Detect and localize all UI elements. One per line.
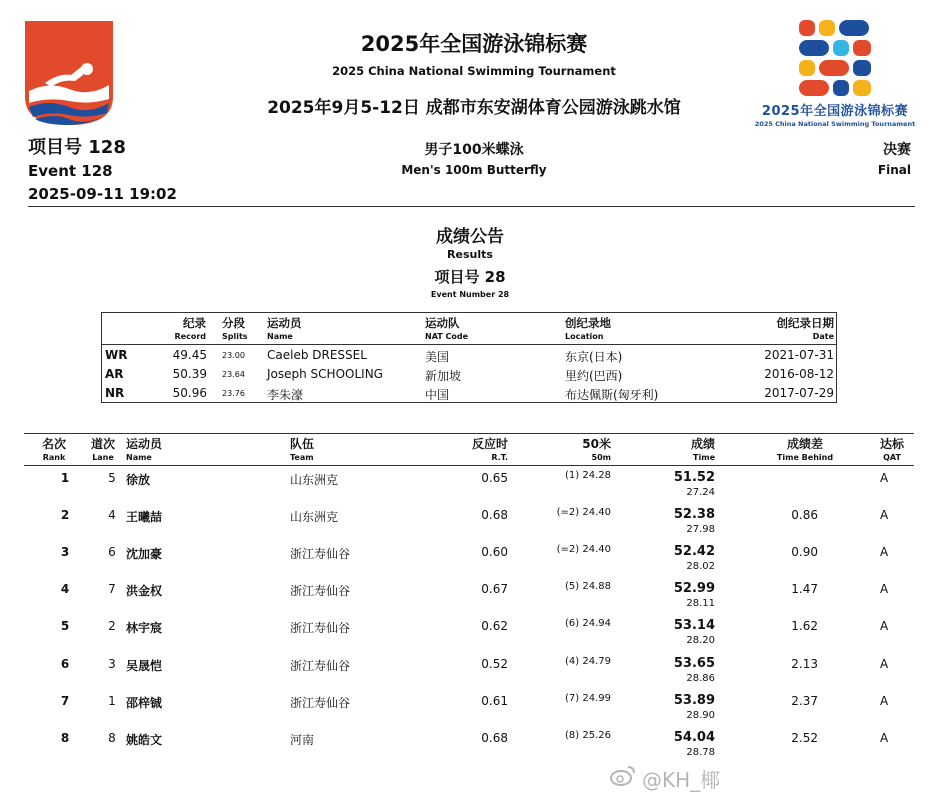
reaction-time: 0.61: [481, 694, 508, 708]
records-table: [101, 312, 837, 403]
results-header-team: 队伍 Team: [290, 437, 315, 462]
split-second-50: 28.86: [686, 673, 715, 684]
record-split: 23.00: [222, 351, 245, 360]
record-date: 2017-07-29: [764, 386, 834, 400]
page-title: 2025年全国游泳锦标赛: [360, 32, 588, 56]
results-title-en: Results: [447, 248, 493, 261]
reaction-time: 0.62: [481, 619, 508, 633]
lane: 4: [108, 508, 116, 522]
results-header-50m: 50米 50m: [582, 437, 611, 462]
split-second-50: 27.98: [686, 524, 715, 535]
split-50m: (8) 25.26: [565, 730, 611, 741]
record-location: 里约(巴西): [565, 369, 623, 383]
event-datetime: 2025-09-11 19:02: [28, 185, 177, 203]
lane: 7: [108, 582, 116, 596]
records-header-nat: 运动队 NAT Code: [425, 316, 469, 341]
logo-text-en: 2025 China National Swimming Tournament: [754, 120, 916, 128]
qat: A: [880, 471, 889, 485]
split-second-50: 28.90: [686, 710, 715, 721]
record-time: 49.45: [172, 348, 207, 362]
final-time: 53.14: [673, 618, 715, 633]
records-header-name: 运动员 Name: [267, 316, 302, 341]
result-row: [24, 468, 914, 505]
reaction-time: 0.68: [481, 508, 508, 522]
record-holder: Joseph SCHOOLING: [267, 367, 383, 381]
record-split: 23.76: [222, 389, 245, 398]
results-event-cn: 项目号 28: [434, 268, 506, 286]
split-second-50: 27.24: [686, 487, 715, 498]
records-header-date: 创纪录日期 Date: [776, 316, 834, 341]
result-row: [24, 691, 914, 728]
record-nat: 美国: [425, 350, 450, 364]
lane: 8: [108, 731, 116, 745]
reaction-time: 0.68: [481, 731, 508, 745]
final-time: 51.52: [673, 470, 715, 485]
result-row: [24, 654, 914, 691]
results-header-behind: 成绩差 Time Behind: [776, 437, 834, 462]
athlete-name: 徐放: [126, 473, 151, 487]
logo-text-cn: 2025年全国游泳锦标赛: [761, 104, 909, 119]
result-row: [24, 579, 914, 616]
athlete-name: 王曦喆: [126, 510, 163, 524]
record-row: [102, 346, 836, 365]
athlete-name: 洪金权: [126, 584, 163, 598]
time-behind: 2.37: [791, 694, 818, 708]
watermark: [610, 760, 780, 792]
records-header-location: 创纪录地 Location: [565, 316, 611, 341]
time-behind: 2.52: [791, 731, 818, 745]
result-row: [24, 505, 914, 542]
records-header-record: 纪录 Record: [174, 316, 206, 341]
record-date: 2016-08-12: [764, 367, 834, 381]
split-50m: (=2) 24.40: [556, 507, 611, 518]
rank: 6: [60, 657, 70, 671]
split-50m: (=2) 24.40: [556, 544, 611, 555]
record-row: [102, 384, 836, 403]
qat: A: [880, 731, 889, 745]
time-behind: 1.47: [791, 582, 818, 596]
result-row: [24, 616, 914, 653]
records-header: [102, 313, 836, 345]
rank: 5: [60, 619, 70, 633]
athlete-name: 沈加豪: [126, 547, 163, 561]
time-behind: 0.90: [791, 545, 818, 559]
record-code: AR: [105, 367, 124, 381]
team: 浙江寿仙谷: [290, 696, 351, 710]
reaction-time: 0.60: [481, 545, 508, 559]
lane: 1: [108, 694, 116, 708]
record-location: 东京(日本): [565, 350, 623, 364]
final-time: 52.42: [673, 544, 715, 559]
athlete-name: 吴晟恺: [126, 659, 163, 673]
split-50m: (7) 24.99: [565, 693, 611, 704]
team: 河南: [290, 733, 315, 747]
team: 山东洲克: [290, 473, 339, 487]
record-nat: 新加坡: [425, 369, 462, 383]
results-event-en: Event Number 28: [430, 290, 510, 299]
final-time: 52.99: [673, 581, 715, 596]
event-stage-cn: 决赛: [883, 142, 911, 158]
qat: A: [880, 508, 889, 522]
time-behind: 2.13: [791, 657, 818, 671]
weibo-icon: [610, 764, 636, 786]
event-number-en: Event 128: [28, 162, 113, 180]
lane: 6: [108, 545, 116, 559]
record-location: 布达佩斯(匈牙利): [565, 388, 659, 402]
split-50m: (4) 24.79: [565, 656, 611, 667]
qat: A: [880, 545, 889, 559]
event-number-cn: 项目号 128: [28, 137, 126, 158]
final-time: 53.65: [673, 656, 715, 671]
qat: A: [880, 694, 889, 708]
rank: 4: [60, 582, 70, 596]
event-name-cn: 男子100米蝶泳: [424, 142, 524, 158]
lane: 2: [108, 619, 116, 633]
record-nat: 中国: [425, 388, 450, 402]
qat: A: [880, 657, 889, 671]
results-header-rt: 反应时 R.T.: [471, 437, 508, 462]
event-name-en: Men's 100m Butterfly: [401, 163, 547, 177]
record-holder: Caeleb DRESSEL: [267, 348, 367, 362]
record-holder: 李朱濠: [267, 388, 304, 402]
team: 浙江寿仙谷: [290, 659, 351, 673]
team: 浙江寿仙谷: [290, 547, 351, 561]
qat: A: [880, 619, 889, 633]
final-time: 53.89: [673, 693, 715, 708]
results-header-rank: 名次 Rank: [41, 437, 66, 462]
lane: 5: [108, 471, 116, 485]
record-date: 2021-07-31: [764, 348, 834, 362]
record-code: NR: [105, 386, 125, 400]
rank: 2: [60, 508, 70, 522]
header-divider: [28, 206, 915, 207]
split-50m: (1) 24.28: [565, 470, 611, 481]
team: 浙江寿仙谷: [290, 621, 351, 635]
results-header: [24, 433, 914, 466]
lane: 3: [108, 657, 116, 671]
results-header-name: 运动员 Name: [126, 437, 163, 462]
athlete-name: 姚皓文: [126, 733, 163, 747]
record-code: WR: [105, 348, 128, 362]
split-second-50: 28.02: [686, 561, 715, 572]
record-time: 50.96: [172, 386, 207, 400]
event-stage: [878, 139, 911, 177]
record-row: [102, 365, 836, 384]
results-header-lane: 道次 Lane: [90, 437, 115, 462]
time-behind: 0.86: [791, 508, 818, 522]
reaction-time: 0.67: [481, 582, 508, 596]
venue-line: 2025年9月5-12日 成都市东安湖体育公园游泳跳水馆: [267, 98, 681, 118]
event-name: [0, 139, 948, 177]
split-50m: (6) 24.94: [565, 618, 611, 629]
qat: A: [880, 582, 889, 596]
reaction-time: 0.52: [481, 657, 508, 671]
rank: 3: [60, 545, 70, 559]
split-second-50: 28.78: [686, 747, 715, 758]
team: 浙江寿仙谷: [290, 584, 351, 598]
record-time: 50.39: [172, 367, 207, 381]
split-50m: (5) 24.88: [565, 581, 611, 592]
athlete-name: 林宇宸: [126, 621, 163, 635]
team: 山东洲克: [290, 510, 339, 524]
result-row: [24, 728, 914, 765]
results-header-qat: 达标 QAT: [879, 437, 904, 462]
reaction-time: 0.65: [481, 471, 508, 485]
athlete-name: 邵梓铖: [126, 696, 163, 710]
page-subtitle: 2025 China National Swimming Tournament: [332, 64, 616, 78]
final-time: 52.38: [673, 507, 715, 522]
result-row: [24, 542, 914, 579]
time-behind: 1.62: [791, 619, 818, 633]
rank: 8: [60, 731, 70, 745]
event-stage-en: Final: [877, 163, 911, 177]
results-title-cn: 成绩公告: [436, 227, 504, 247]
watermark-text: @KH_椰: [642, 768, 721, 792]
records-header-splits: 分段 Splits: [222, 316, 248, 341]
final-time: 54.04: [673, 730, 715, 745]
split-second-50: 28.11: [686, 598, 715, 609]
record-split: 23.64: [222, 370, 245, 379]
rank: 7: [60, 694, 70, 708]
results-header-time: 成绩 Time: [690, 437, 715, 462]
split-second-50: 28.20: [686, 635, 715, 646]
rank: 1: [60, 471, 70, 485]
